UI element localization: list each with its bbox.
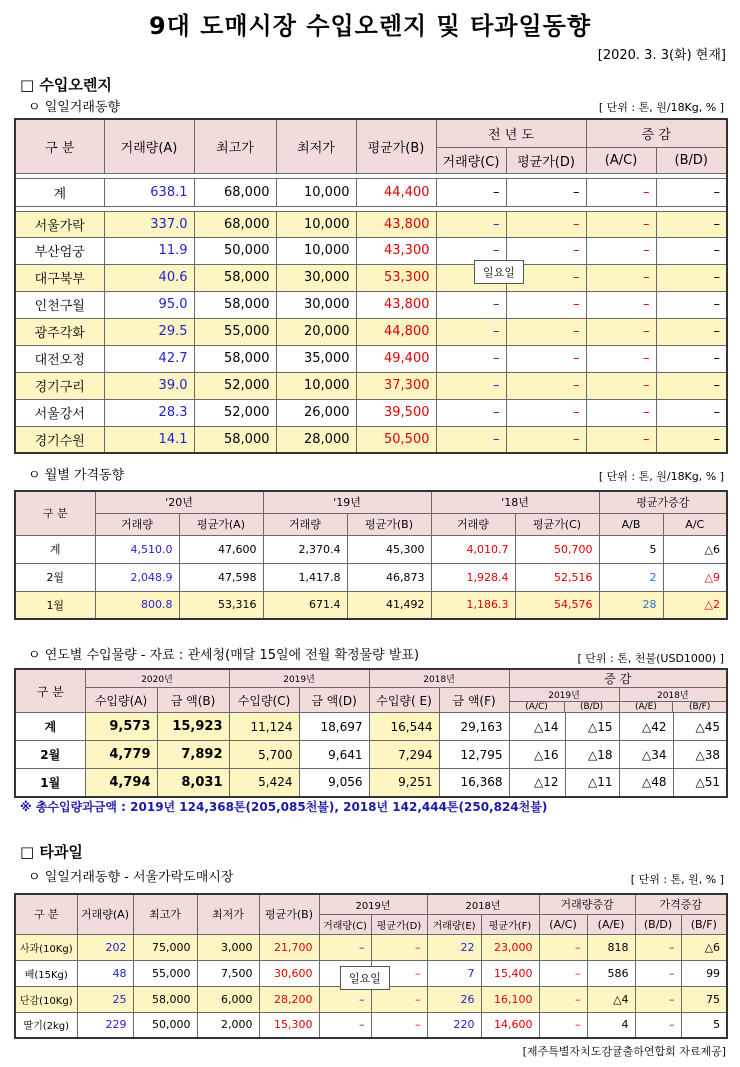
cell-avg: 37,300 [356, 372, 436, 399]
hdr-y20: '20년 [95, 491, 263, 513]
hdr-bd: (B/D) [579, 702, 604, 712]
cell-prev-vol: – [436, 426, 506, 453]
cell-volume: 14.1 [104, 426, 194, 453]
holiday-label: 일요일 [340, 966, 390, 990]
cell: 99 [681, 960, 727, 986]
cell: 4,010.7 [431, 535, 515, 563]
row-label: 경기구리 [15, 372, 104, 399]
table-row [15, 211, 727, 237]
cell: 16,368 [439, 769, 509, 797]
cell: 50,700 [515, 535, 599, 563]
cell-max: 52,000 [194, 399, 276, 426]
cell-max: 55,000 [194, 318, 276, 345]
cell-prev-vol: – [436, 237, 506, 264]
hdr-af: 금 액(F) [439, 688, 509, 713]
hdr-ac: (A/C) [586, 147, 656, 173]
report-date: [2020. 3. 3(화) 현재] [597, 48, 726, 63]
data-source: [제주특별자치도감귤출하연합회 자료제공] [522, 1045, 726, 1058]
hdr-min: 최저가 [276, 119, 356, 173]
row-label: 2월 [15, 741, 85, 769]
cell: 2,370.4 [263, 535, 347, 563]
cell-ac: – [586, 372, 656, 399]
hdr-volume: 거래량(A) [104, 119, 194, 173]
hdr-vc: 거래량(C) [319, 914, 371, 934]
row-label: 서울가락 [15, 211, 104, 237]
hdr-bf: (B/F) [681, 914, 727, 934]
cell: 3,000 [197, 934, 259, 960]
cell-volume: 337.0 [104, 211, 194, 237]
cell: 12,795 [439, 741, 509, 769]
hdr-change: 증 감 [586, 119, 727, 147]
cell-min: 10,000 [276, 211, 356, 237]
cell-bd: – [656, 372, 727, 399]
cell: 2,048.9 [95, 563, 179, 591]
cell: 45,300 [347, 535, 431, 563]
cell-bd: – [656, 345, 727, 372]
table-row [15, 399, 727, 426]
cell: 4,510.0 [95, 535, 179, 563]
cell: 16,100 [481, 986, 539, 1012]
cell-bd: – [656, 237, 727, 264]
cell-avg: 43,800 [356, 291, 436, 318]
cell-max: 50,000 [194, 237, 276, 264]
cell-bd: – [656, 318, 727, 345]
hdr-avg: 평균가(B) [356, 119, 436, 173]
hdr-y2019: 2019년 [319, 894, 427, 914]
cell: – [319, 1012, 371, 1038]
cell-prev-avg: – [506, 291, 586, 318]
hdr-prev-avg: 평균가(D) [506, 147, 586, 173]
cell-ac: – [586, 178, 656, 206]
cell: 6,000 [197, 986, 259, 1012]
fruits-subtitle: ㅇ 일일거래동향 - 서울가락도매시장 [28, 870, 234, 885]
hdr-ab: A/B [599, 513, 663, 535]
cell-prev-avg: – [506, 211, 586, 237]
cell: 48 [77, 960, 133, 986]
cell-ac: – [586, 291, 656, 318]
cell-prev-avg: – [506, 345, 586, 372]
cell: 47,600 [179, 535, 263, 563]
table-row [15, 535, 727, 563]
cell: – [539, 934, 587, 960]
hdr-y2018: 2018년 [427, 894, 539, 914]
cell-avg: 43,300 [356, 237, 436, 264]
cell: 4,779 [85, 741, 157, 769]
cell-max: 58,000 [194, 345, 276, 372]
hdr-prev-year: 전 년 도 [436, 119, 586, 147]
cell: – [539, 1012, 587, 1038]
cell: 5 [681, 1012, 727, 1038]
cell-min: 26,000 [276, 399, 356, 426]
cell-ac: – [586, 318, 656, 345]
cell: 55,000 [133, 960, 197, 986]
section-others-title: □ 타과일 [20, 843, 83, 861]
cell-bd: – [656, 426, 727, 453]
cell: 15,400 [481, 960, 539, 986]
hdr-max: 최고가 [133, 894, 197, 934]
hdr-pd: 평균가(D) [371, 914, 427, 934]
cell-ac: – [586, 211, 656, 237]
row-label: 2월 [15, 563, 95, 591]
cell-min: 30,000 [276, 264, 356, 291]
hdr-category: 구 분 [15, 119, 104, 173]
hdr-vol: 거래량 [95, 513, 179, 535]
hdr-qe: 수입량( E) [369, 688, 439, 713]
cell: △15 [565, 713, 619, 741]
yearly-import-table [14, 668, 728, 798]
cell: 202 [77, 934, 133, 960]
cell: 75 [681, 986, 727, 1012]
cell: △9 [663, 563, 727, 591]
cell: △38 [673, 741, 727, 769]
cell: 671.4 [263, 591, 347, 619]
cell: 818 [587, 934, 635, 960]
hdr-y2019: 2019년 [229, 669, 369, 688]
table-row [15, 318, 727, 345]
hdr-qa: 수입량(A) [85, 688, 157, 713]
cell: 54,576 [515, 591, 599, 619]
cell: △11 [565, 769, 619, 797]
cell: 4,794 [85, 769, 157, 797]
cell-min: 10,000 [276, 237, 356, 264]
row-label: 부산엄궁 [15, 237, 104, 264]
row-label: 서울강서 [15, 399, 104, 426]
cell: 15,923 [157, 713, 229, 741]
hdr-avg-c: 평균가(C) [515, 513, 599, 535]
cell-avg: 50,500 [356, 426, 436, 453]
row-label: 배(15Kg) [15, 960, 77, 986]
cell: 28,200 [259, 986, 319, 1012]
cell-ac: – [586, 264, 656, 291]
cell: 53,316 [179, 591, 263, 619]
cell: △45 [673, 713, 727, 741]
cell-ac: – [586, 345, 656, 372]
hdr-vol-change: 거래량증감 [539, 894, 635, 914]
table-row [15, 769, 727, 797]
hdr-c2018: 2018년 [620, 688, 727, 702]
daily-subtitle: ㅇ 일일거래동향 [28, 100, 121, 115]
monthly-subtitle: ㅇ 월별 가격동향 [28, 468, 125, 483]
cell: 7,500 [197, 960, 259, 986]
cell: 22 [427, 934, 481, 960]
cell: – [319, 986, 371, 1012]
row-label: 단감(10Kg) [15, 986, 77, 1012]
cell-avg: 44,800 [356, 318, 436, 345]
cell-bd: – [656, 178, 727, 206]
hdr-category: 구 분 [15, 894, 77, 934]
hdr-ve: 거래량(E) [427, 914, 481, 934]
cell: 18,697 [299, 713, 369, 741]
hdr-price-change: 가격증감 [635, 894, 727, 914]
cell: △48 [619, 769, 673, 797]
row-label: 광주각화 [15, 318, 104, 345]
hdr-c2019: 2019년 [510, 688, 619, 702]
cell-prev-avg: – [506, 264, 586, 291]
hdr-bf: (B/F) [688, 702, 711, 712]
hdr-vol: 거래량 [431, 513, 515, 535]
cell-avg: 44,400 [356, 178, 436, 206]
cell: 7,294 [369, 741, 439, 769]
cell: – [539, 960, 587, 986]
row-label: 계 [15, 535, 95, 563]
hdr-prev-vol: 거래량(C) [436, 147, 506, 173]
hdr-ac: A/C [663, 513, 727, 535]
hdr-category: 구 분 [15, 491, 95, 535]
cell: 7,892 [157, 741, 229, 769]
hdr-vol: 거래량 [263, 513, 347, 535]
cell-bd: – [656, 264, 727, 291]
cell-avg: 39,500 [356, 399, 436, 426]
cell: 5,424 [229, 769, 299, 797]
cell: △14 [509, 713, 565, 741]
hdr-max: 최고가 [194, 119, 276, 173]
table-row [15, 934, 727, 960]
cell-min: 30,000 [276, 291, 356, 318]
cell: 2 [599, 563, 663, 591]
daily-orange-table [14, 118, 728, 454]
cell-max: 68,000 [194, 178, 276, 206]
cell: △18 [565, 741, 619, 769]
cell-prev-vol: – [436, 372, 506, 399]
cell: 5 [599, 535, 663, 563]
fruits-unit: [ 단위 : 톤, 원, % ] [630, 873, 724, 886]
hdr-change: 증 감 [509, 669, 727, 688]
cell-max: 58,000 [194, 291, 276, 318]
cell: △12 [509, 769, 565, 797]
hdr-ad: 금 액(D) [299, 688, 369, 713]
cell: 9,641 [299, 741, 369, 769]
table-row [15, 1012, 727, 1038]
cell: 220 [427, 1012, 481, 1038]
cell: 7 [427, 960, 481, 986]
cell-prev-avg: – [506, 372, 586, 399]
cell: 4 [587, 1012, 635, 1038]
cell: – [635, 960, 681, 986]
cell: △4 [587, 986, 635, 1012]
cell-avg: 53,300 [356, 264, 436, 291]
cell-prev-vol: – [436, 211, 506, 237]
hdr-avg-a: 평균가(A) [179, 513, 263, 535]
cell-max: 52,000 [194, 372, 276, 399]
section-orange-title: □ 수입오렌지 [20, 76, 112, 94]
daily-unit: [ 단위 : 톤, 원/18Kg, % ] [598, 101, 724, 114]
cell: 15,300 [259, 1012, 319, 1038]
cell: – [635, 1012, 681, 1038]
cell: – [635, 934, 681, 960]
row-label: 계 [15, 713, 85, 741]
cell-volume: 28.3 [104, 399, 194, 426]
cell: 52,516 [515, 563, 599, 591]
cell-bd: – [656, 291, 727, 318]
hdr-bd: (B/D) [656, 147, 727, 173]
monthly-unit: [ 단위 : 톤, 원/18Kg, % ] [598, 470, 724, 483]
cell-prev-vol: – [436, 318, 506, 345]
cell: 46,873 [347, 563, 431, 591]
cell: 5,700 [229, 741, 299, 769]
table-row [15, 291, 727, 318]
cell-volume: 40.6 [104, 264, 194, 291]
cell-min: 10,000 [276, 178, 356, 206]
row-label: 대전오정 [15, 345, 104, 372]
cell-volume: 42.7 [104, 345, 194, 372]
cell: 25 [77, 986, 133, 1012]
cell: 58,000 [133, 986, 197, 1012]
cell-min: 20,000 [276, 318, 356, 345]
cell: 229 [77, 1012, 133, 1038]
cell: △42 [619, 713, 673, 741]
hdr-bd: (B/D) [635, 914, 681, 934]
cell-prev-avg: – [506, 318, 586, 345]
total-import-note: ※ 총수입량과금액 : 2019년 124,368톤(205,085천불), 2018년 142,444톤(250,824천불) [20, 800, 548, 814]
yearly-unit: [ 단위 : 톤, 천불(USD1000) ] [577, 652, 724, 665]
cell: △34 [619, 741, 673, 769]
row-label: 1월 [15, 769, 85, 797]
cell: △6 [663, 535, 727, 563]
table-row [15, 237, 727, 264]
cell: 16,544 [369, 713, 439, 741]
cell: 47,598 [179, 563, 263, 591]
hdr-vol: 거래량(A) [77, 894, 133, 934]
cell: △16 [509, 741, 565, 769]
hdr-min: 최저가 [197, 894, 259, 934]
cell: 23,000 [481, 934, 539, 960]
hdr-change: 평균가증감 [599, 491, 727, 513]
cell: 1,186.3 [431, 591, 515, 619]
cell-prev-vol: – [436, 345, 506, 372]
cell: △51 [673, 769, 727, 797]
cell: 28 [599, 591, 663, 619]
cell-ac: – [586, 426, 656, 453]
hdr-y2018: 2018년 [369, 669, 509, 688]
holiday-label: 일요일 [474, 260, 524, 284]
hdr-avg: 평균가(B) [259, 894, 319, 934]
cell-prev-avg: – [506, 237, 586, 264]
table-row [15, 713, 727, 741]
cell-max: 58,000 [194, 426, 276, 453]
cell-volume: 95.0 [104, 291, 194, 318]
row-label: 1월 [15, 591, 95, 619]
cell-max: 68,000 [194, 211, 276, 237]
cell: 8,031 [157, 769, 229, 797]
cell: 2,000 [197, 1012, 259, 1038]
hdr-y19: '19년 [263, 491, 431, 513]
cell: △6 [681, 934, 727, 960]
cell-max: 58,000 [194, 264, 276, 291]
cell: 586 [587, 960, 635, 986]
table-row [15, 264, 727, 291]
cell: – [371, 960, 427, 986]
cell: 41,492 [347, 591, 431, 619]
cell: 1,928.4 [431, 563, 515, 591]
cell: – [371, 986, 427, 1012]
cell: 9,251 [369, 769, 439, 797]
cell: – [319, 934, 371, 960]
page-title: 9대 도매시장 수입오렌지 및 타과일동향 [148, 12, 592, 40]
hdr-y18: '18년 [431, 491, 599, 513]
yearly-subtitle: ㅇ 연도별 수입물량 - 자료 : 관세청(매달 15일에 전월 확정물량 발표) [28, 648, 420, 663]
cell-prev-avg: – [506, 178, 586, 206]
cell-volume: 638.1 [104, 178, 194, 206]
cell: – [539, 986, 587, 1012]
cell-prev-vol: – [436, 399, 506, 426]
cell-min: 10,000 [276, 372, 356, 399]
row-label: 딸기(2kg) [15, 1012, 77, 1038]
cell: 9,056 [299, 769, 369, 797]
hdr-y2020: 2020년 [85, 669, 229, 688]
cell-prev-vol: – [436, 291, 506, 318]
hdr-ab: 금 액(B) [157, 688, 229, 713]
cell: 50,000 [133, 1012, 197, 1038]
cell: 30,600 [259, 960, 319, 986]
cell-ac: – [586, 399, 656, 426]
cell-prev-vol: – [436, 178, 506, 206]
table-row [15, 563, 727, 591]
cell-min: 35,000 [276, 345, 356, 372]
cell-avg: 43,800 [356, 211, 436, 237]
cell: 29,163 [439, 713, 509, 741]
cell: 9,573 [85, 713, 157, 741]
cell: 14,600 [481, 1012, 539, 1038]
hdr-pf: 평균가(F) [481, 914, 539, 934]
cell-bd: – [656, 399, 727, 426]
cell: – [371, 1012, 427, 1038]
table-row [15, 591, 727, 619]
cell: △2 [663, 591, 727, 619]
table-row [15, 178, 727, 206]
table-row [15, 345, 727, 372]
cell-min: 28,000 [276, 426, 356, 453]
cell-volume: 39.0 [104, 372, 194, 399]
hdr-avg-b: 평균가(B) [347, 513, 431, 535]
cell: – [635, 986, 681, 1012]
row-label: 경기수원 [15, 426, 104, 453]
table-row [15, 741, 727, 769]
hdr-ae: (A/E) [587, 914, 635, 934]
hdr-ac: (A/C) [539, 914, 587, 934]
cell: – [371, 934, 427, 960]
row-label: 사과(10Kg) [15, 934, 77, 960]
monthly-price-table [14, 490, 728, 620]
cell: 26 [427, 986, 481, 1012]
cell-volume: 29.5 [104, 318, 194, 345]
hdr-qc: 수입량(C) [229, 688, 299, 713]
row-label: 계 [15, 178, 104, 206]
cell: 75,000 [133, 934, 197, 960]
cell: 1,417.8 [263, 563, 347, 591]
row-label: 인천구월 [15, 291, 104, 318]
cell-prev-avg: – [506, 399, 586, 426]
cell-volume: 11.9 [104, 237, 194, 264]
cell-prev-avg: – [506, 426, 586, 453]
cell: 800.8 [95, 591, 179, 619]
hdr-ae: (A/E) [620, 702, 674, 712]
hdr-category: 구 분 [15, 669, 85, 713]
cell-ac: – [586, 237, 656, 264]
hdr-ac: (A/C) [510, 702, 565, 712]
cell-avg: 49,400 [356, 345, 436, 372]
row-label: 대구북부 [15, 264, 104, 291]
table-row [15, 372, 727, 399]
cell: 21,700 [259, 934, 319, 960]
table-row [15, 426, 727, 453]
cell-bd: – [656, 211, 727, 237]
cell: 11,124 [229, 713, 299, 741]
